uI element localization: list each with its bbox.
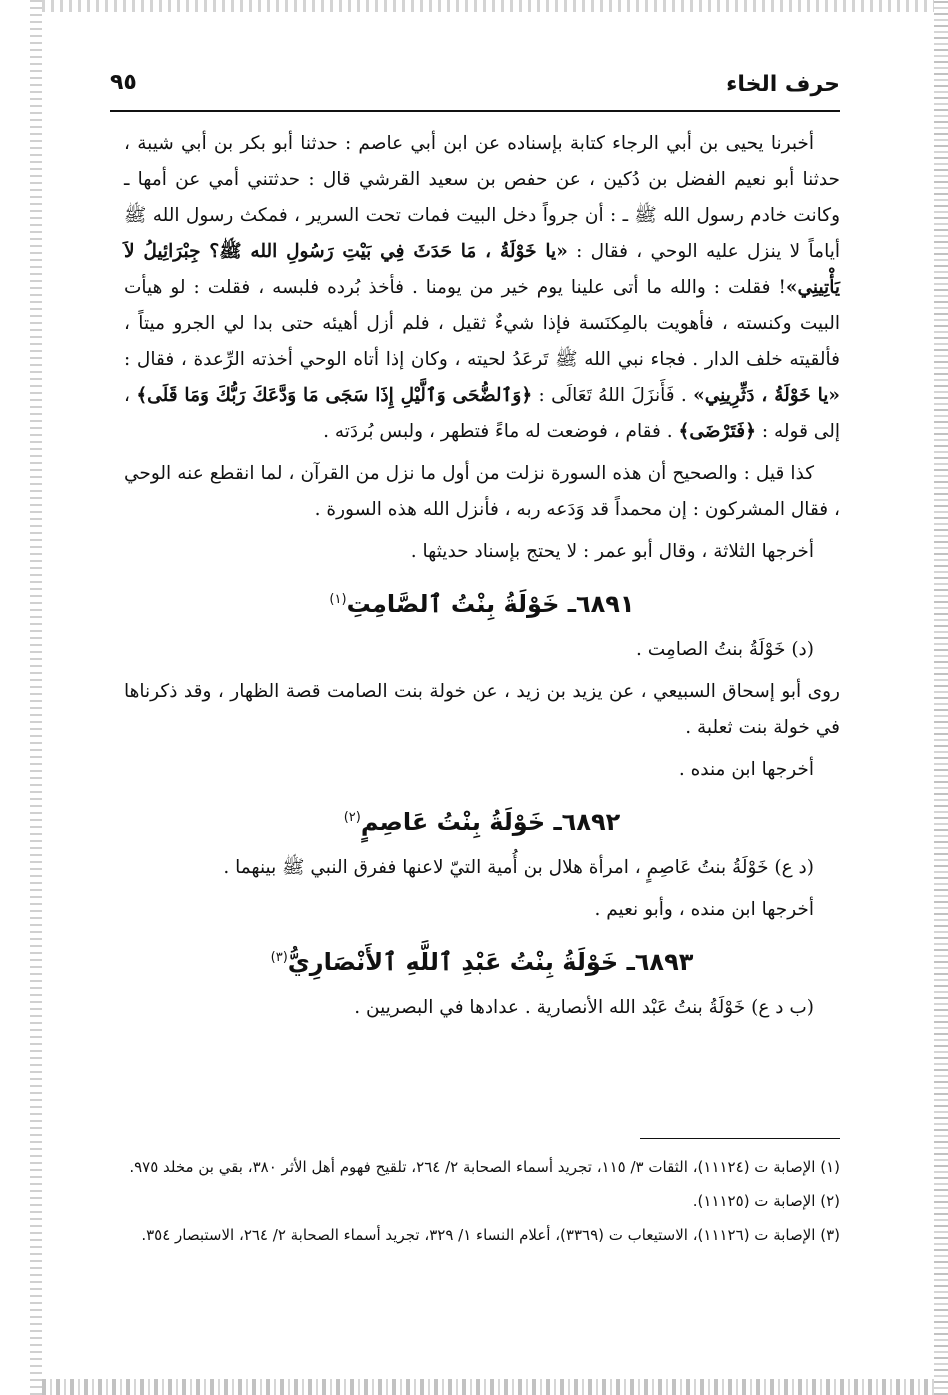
entry-title: ٦٨٩٢ـ خَوْلَةُ بِنْتُ عَاصِمٍ	[360, 808, 621, 836]
text-run: . فَأَنزَلَ اللهُ تَعَالَى :	[538, 385, 687, 406]
text-run: ! فقلت : والله ما أتى علينا يوم خير من يومنا . فأخذ بُرده فلبسه ، فقلت : لو هيأت البيت وكنسته ، فأهويت بالمِكنَسة فإذا شيءٌ ثقيل ، فلم أزل أهيئه حتى بدا لي الجرو ميتاً ، فألقيته خلف الدار . فجاء نبي الله ﷺ تَرعَدُ لحيته ، وكان إذا أتاه الوحي أخذته الرِّعدة ، فقال :	[124, 277, 840, 370]
entry-paragraph: (ب د ع) خَوْلَةُ بنتُ عَبْد الله الأنصارية . عدادها في البصريين .	[354, 997, 814, 1018]
text-run: . فقام ، فوضعت له ماءً فتطهر ، ولبس بُردَته .	[323, 421, 673, 442]
paragraph-source: أخرجها الثلاثة ، وقال أبو عمر : لا يحتج بإسناد حديثها .	[410, 541, 814, 562]
quran-verse: ﴿وَٱلضُّحَى وَٱلَّيْلِ إِذَا سَجَى مَا وَدَّعَكَ رَبُّكَ وَمَا قَلَى﴾	[136, 385, 533, 406]
entry-paragraph: (د) خَوْلَةُ بنتُ الصامِت .	[635, 639, 814, 660]
quran-verse: ﴿فَتَرْضَى﴾	[678, 421, 756, 442]
footnote: (١) الإصابة ت (١١١٢٤)، الثقات ٣/ ١١٥، تجريد أسماء الصحابة ٢/ ٢٦٤، تلقيح فهوم أهل الأثر ٣٨٠، بقي بن مخلد ٩٧٥.	[129, 1158, 840, 1176]
footnote-ref: (١)	[329, 592, 347, 607]
footnote-ref: (٢)	[343, 810, 361, 825]
entry-paragraph: أخرجها ابن منده .	[678, 759, 814, 780]
ornamental-border-right	[934, 0, 948, 1395]
quote-prophet: «يا خَوْلَةُ ، مَا حَدَثَ فِي بَيْتِ رَسُولِ الله ﷺ؟ جِبْرَائِيلُ لاَ يَأْتِينِي»	[124, 241, 840, 298]
ornamental-border-left	[30, 0, 42, 1395]
entry-heading	[124, 798, 840, 842]
ornamental-border-bottom	[42, 1379, 934, 1395]
footnote: (٢) الإصابة ت (١١١٢٥).	[692, 1192, 840, 1210]
page-number: ٩٥	[110, 70, 137, 95]
footnote: (٣) الإصابة ت (١١١٢٦)، الاستيعاب ت (٣٣٦٩)، أعلام النساء ١/ ٣٢٩، تجريد أسماء الصحابة ٢/ ٢٦٤، الاستبصار ٣٥٤.	[141, 1226, 840, 1244]
text-run: أخبرنا يحيى بن أبي الرجاء كتابة بإسناده عن ابن أبي عاصم : حدثنا أبو بكر بن أبي شيبة ، حدثنا أبو نعيم الفضل بن دُكين ، عن حفص بن سعيد القرشي قال : حدثتني أمي عن أمها ـ وكانت خادم رسول الله ﷺ ـ : أن جرواً دخل البيت فمات تحت السرير ، فمكث رسول الله ﷺ أياماً لا ينزل عليه الوحي ، فقال :	[124, 133, 840, 262]
ornamental-border-top	[42, 0, 934, 12]
entry-heading	[124, 580, 840, 624]
text-run: ، إلى قوله :	[124, 385, 840, 442]
page-header	[110, 66, 840, 112]
paragraph-comment: كذا قيل : والصحيح أن هذه السورة نزلت من أول ما نزل من القرآن ، لما انقطع عنه الوحي ، فقال المشركون : إن محمداً قد وَدَعه ربه ، فأنزل الله هذه السورة .	[124, 463, 840, 520]
footnotes	[110, 1152, 840, 1254]
footnote-ref: (٣)	[270, 950, 288, 965]
entry-paragraph: (د ع) خَوْلَةُ بنتُ عَاصِمٍ ، امرأة هلال بن أُمية التيّ لاعنها ففرق النبي ﷺ بينهما .	[223, 857, 814, 878]
entry-title: ٦٨٩١ـ خَوْلَةُ بِنْتُ ٱلصَّامِتِ	[346, 590, 635, 618]
entry-paragraph: أخرجها ابن منده ، وأبو نعيم .	[594, 899, 814, 920]
quote-prophet: «يا خَوْلَةُ ، دَثِّرِينِي»	[693, 385, 840, 406]
entry-heading	[124, 938, 840, 982]
chapter-title: حرف الخاء	[726, 72, 840, 97]
paragraph-hadith	[124, 126, 840, 450]
footnote-separator	[640, 1138, 840, 1139]
entry-paragraph: روى أبو إسحاق السبيعي ، عن يزيد بن زيد ، عن خولة بنت الصامت قصة الظهار ، وقد ذكرناها في خولة بنت ثعلبة .	[124, 681, 840, 738]
main-text	[124, 126, 840, 1032]
entry-title: ٦٨٩٣ـ خَوْلَةُ بِنْتُ عَبْدِ ٱللَّهِ ٱلأَنْصَارِيُّ	[287, 948, 694, 976]
